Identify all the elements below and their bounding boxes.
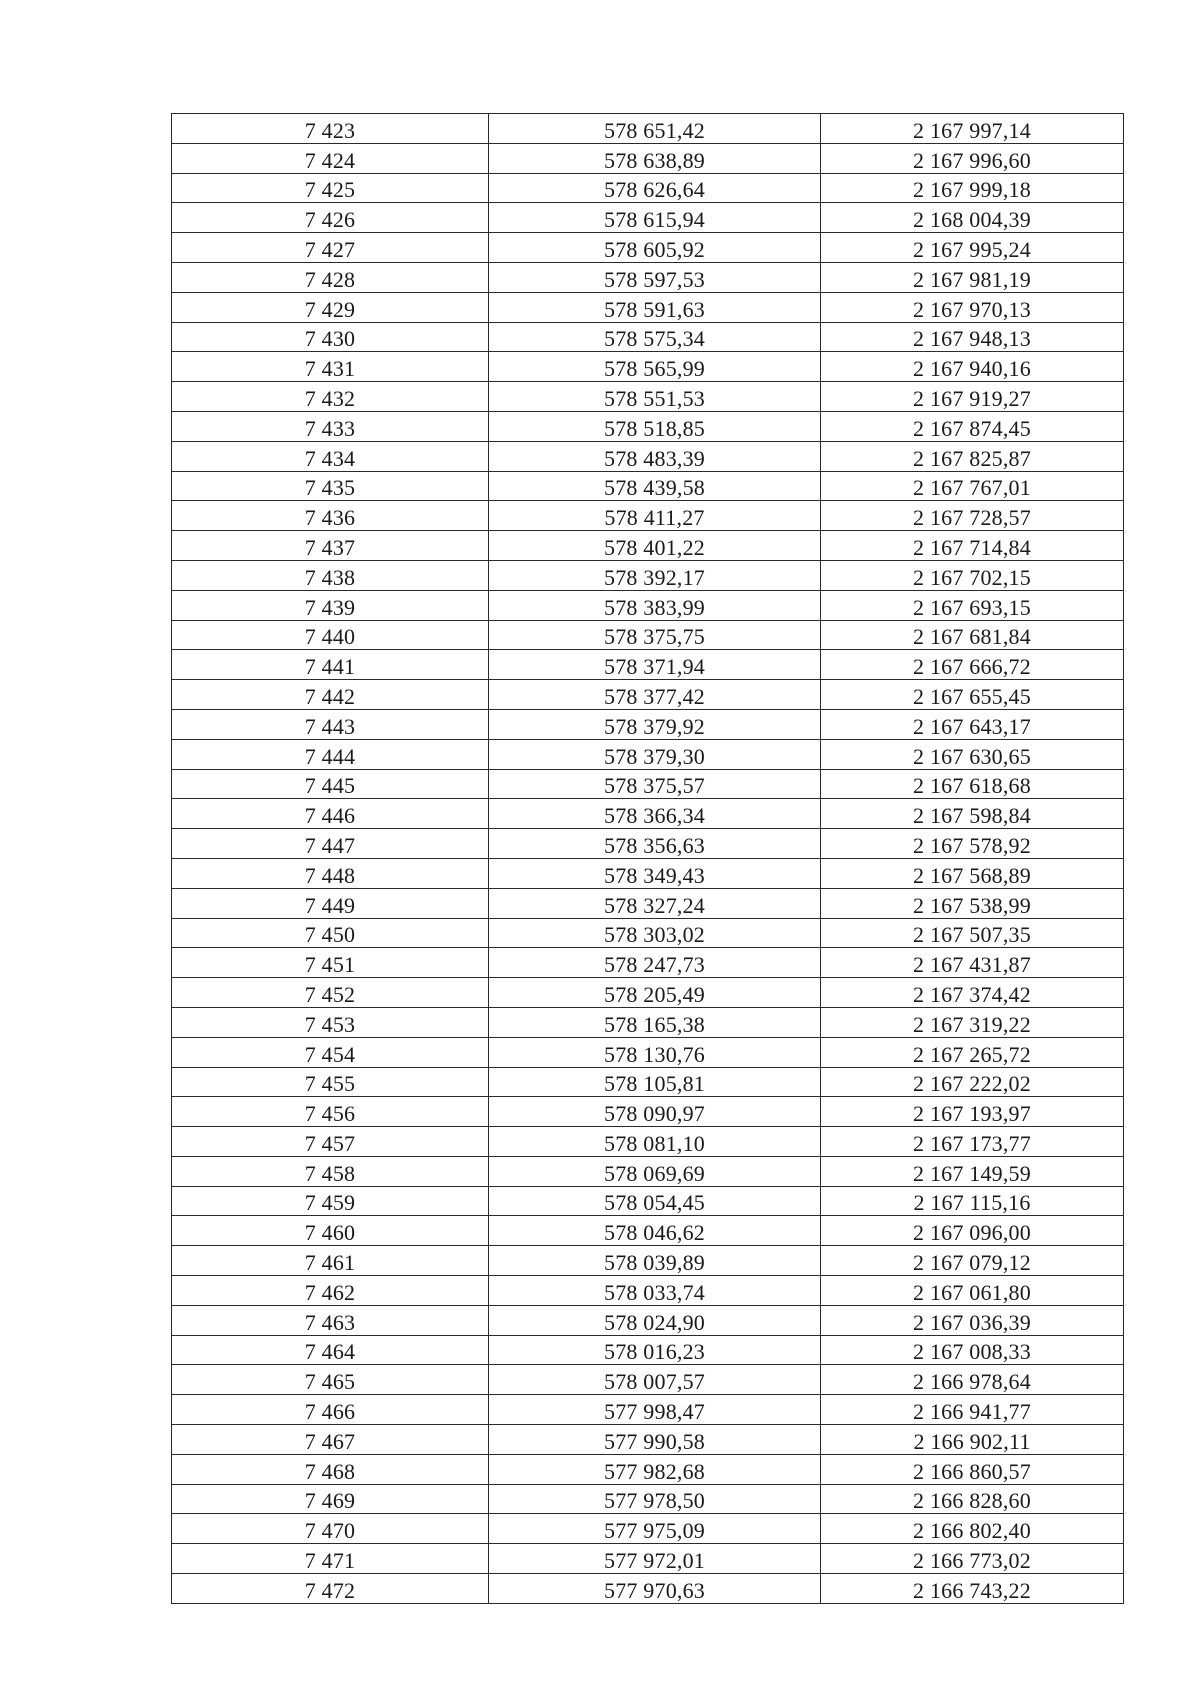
x-coordinate-cell: 578 597,53 [489, 262, 821, 292]
point-number-cell: 7 436 [172, 501, 489, 531]
point-number-cell: 7 458 [172, 1156, 489, 1186]
y-coordinate-cell: 2 167 714,84 [821, 531, 1124, 561]
y-coordinate-cell: 2 167 578,92 [821, 829, 1124, 859]
y-coordinate-cell: 2 167 568,89 [821, 858, 1124, 888]
table-row [172, 1574, 1124, 1604]
x-coordinate-cell: 578 605,92 [489, 233, 821, 263]
y-coordinate-cell: 2 167 948,13 [821, 322, 1124, 352]
y-coordinate-cell: 2 167 079,12 [821, 1246, 1124, 1276]
y-coordinate-cell: 2 166 828,60 [821, 1484, 1124, 1514]
table-row [172, 471, 1124, 501]
y-coordinate-cell: 2 166 902,11 [821, 1425, 1124, 1455]
point-number-cell: 7 450 [172, 918, 489, 948]
x-coordinate-cell: 577 970,63 [489, 1574, 821, 1604]
table-row [172, 1127, 1124, 1157]
table-row [172, 1007, 1124, 1037]
point-number-cell: 7 431 [172, 352, 489, 382]
point-number-cell: 7 442 [172, 680, 489, 710]
y-coordinate-cell: 2 166 802,40 [821, 1514, 1124, 1544]
point-number-cell: 7 428 [172, 262, 489, 292]
x-coordinate-cell: 578 054,45 [489, 1186, 821, 1216]
point-number-cell: 7 452 [172, 978, 489, 1008]
point-number-cell: 7 444 [172, 739, 489, 769]
point-number-cell: 7 443 [172, 709, 489, 739]
y-coordinate-cell: 2 167 940,16 [821, 352, 1124, 382]
x-coordinate-cell: 578 046,62 [489, 1216, 821, 1246]
y-coordinate-cell: 2 167 693,15 [821, 590, 1124, 620]
y-coordinate-cell: 2 167 666,72 [821, 650, 1124, 680]
point-number-cell: 7 463 [172, 1305, 489, 1335]
point-number-cell: 7 426 [172, 203, 489, 233]
x-coordinate-cell: 578 377,42 [489, 680, 821, 710]
point-number-cell: 7 451 [172, 948, 489, 978]
x-coordinate-cell: 578 327,24 [489, 888, 821, 918]
y-coordinate-cell: 2 167 008,33 [821, 1335, 1124, 1365]
table-row [172, 1276, 1124, 1306]
y-coordinate-cell: 2 167 767,01 [821, 471, 1124, 501]
table-row [172, 114, 1124, 144]
table-row [172, 769, 1124, 799]
point-number-cell: 7 453 [172, 1007, 489, 1037]
x-coordinate-cell: 578 551,53 [489, 382, 821, 412]
table-row [172, 1097, 1124, 1127]
table-row [172, 948, 1124, 978]
point-number-cell: 7 435 [172, 471, 489, 501]
y-coordinate-cell: 2 167 173,77 [821, 1127, 1124, 1157]
point-number-cell: 7 471 [172, 1544, 489, 1574]
x-coordinate-cell: 577 998,47 [489, 1395, 821, 1425]
table-row [172, 1067, 1124, 1097]
coordinates-table [171, 113, 1124, 1604]
y-coordinate-cell: 2 167 319,22 [821, 1007, 1124, 1037]
table-row [172, 709, 1124, 739]
x-coordinate-cell: 578 165,38 [489, 1007, 821, 1037]
y-coordinate-cell: 2 167 193,97 [821, 1097, 1124, 1127]
y-coordinate-cell: 2 167 431,87 [821, 948, 1124, 978]
x-coordinate-cell: 578 007,57 [489, 1365, 821, 1395]
y-coordinate-cell: 2 167 149,59 [821, 1156, 1124, 1186]
x-coordinate-cell: 578 401,22 [489, 531, 821, 561]
y-coordinate-cell: 2 167 061,80 [821, 1276, 1124, 1306]
point-number-cell: 7 459 [172, 1186, 489, 1216]
x-coordinate-cell: 578 366,34 [489, 799, 821, 829]
table-row [172, 531, 1124, 561]
table-row [172, 203, 1124, 233]
table-row [172, 560, 1124, 590]
point-number-cell: 7 465 [172, 1365, 489, 1395]
table-row [172, 501, 1124, 531]
table-row [172, 1156, 1124, 1186]
table-row [172, 441, 1124, 471]
x-coordinate-cell: 578 483,39 [489, 441, 821, 471]
x-coordinate-cell: 578 591,63 [489, 292, 821, 322]
y-coordinate-cell: 2 167 096,00 [821, 1216, 1124, 1246]
table-row [172, 680, 1124, 710]
x-coordinate-cell: 578 205,49 [489, 978, 821, 1008]
y-coordinate-cell: 2 167 655,45 [821, 680, 1124, 710]
point-number-cell: 7 429 [172, 292, 489, 322]
x-coordinate-cell: 578 383,99 [489, 590, 821, 620]
x-coordinate-cell: 578 379,30 [489, 739, 821, 769]
table-row [172, 1216, 1124, 1246]
x-coordinate-cell: 577 972,01 [489, 1544, 821, 1574]
point-number-cell: 7 470 [172, 1514, 489, 1544]
table-row [172, 1246, 1124, 1276]
y-coordinate-cell: 2 167 618,68 [821, 769, 1124, 799]
x-coordinate-cell: 578 375,75 [489, 620, 821, 650]
x-coordinate-cell: 578 371,94 [489, 650, 821, 680]
table-row [172, 650, 1124, 680]
point-number-cell: 7 449 [172, 888, 489, 918]
x-coordinate-cell: 578 638,89 [489, 143, 821, 173]
point-number-cell: 7 447 [172, 829, 489, 859]
table-row [172, 888, 1124, 918]
x-coordinate-cell: 577 990,58 [489, 1425, 821, 1455]
table-row [172, 1365, 1124, 1395]
point-number-cell: 7 440 [172, 620, 489, 650]
x-coordinate-cell: 578 411,27 [489, 501, 821, 531]
x-coordinate-cell: 578 039,89 [489, 1246, 821, 1276]
table-row [172, 1425, 1124, 1455]
table-row [172, 1186, 1124, 1216]
y-coordinate-cell: 2 166 773,02 [821, 1544, 1124, 1574]
point-number-cell: 7 466 [172, 1395, 489, 1425]
y-coordinate-cell: 2 166 978,64 [821, 1365, 1124, 1395]
x-coordinate-cell: 578 016,23 [489, 1335, 821, 1365]
table-row [172, 292, 1124, 322]
x-coordinate-cell: 578 081,10 [489, 1127, 821, 1157]
point-number-cell: 7 423 [172, 114, 489, 144]
table-row [172, 262, 1124, 292]
x-coordinate-cell: 578 565,99 [489, 352, 821, 382]
y-coordinate-cell: 2 167 265,72 [821, 1037, 1124, 1067]
point-number-cell: 7 445 [172, 769, 489, 799]
point-number-cell: 7 456 [172, 1097, 489, 1127]
y-coordinate-cell: 2 166 941,77 [821, 1395, 1124, 1425]
table-row [172, 173, 1124, 203]
x-coordinate-cell: 578 247,73 [489, 948, 821, 978]
x-coordinate-cell: 578 518,85 [489, 411, 821, 441]
point-number-cell: 7 454 [172, 1037, 489, 1067]
y-coordinate-cell: 2 167 981,19 [821, 262, 1124, 292]
table-row [172, 1037, 1124, 1067]
table-row [172, 918, 1124, 948]
table-row [172, 590, 1124, 620]
table-row [172, 411, 1124, 441]
y-coordinate-cell: 2 167 115,16 [821, 1186, 1124, 1216]
point-number-cell: 7 432 [172, 382, 489, 412]
x-coordinate-cell: 578 375,57 [489, 769, 821, 799]
point-number-cell: 7 437 [172, 531, 489, 561]
point-number-cell: 7 467 [172, 1425, 489, 1455]
x-coordinate-cell: 578 651,42 [489, 114, 821, 144]
table-row [172, 1395, 1124, 1425]
table-row [172, 829, 1124, 859]
y-coordinate-cell: 2 167 825,87 [821, 441, 1124, 471]
x-coordinate-cell: 578 130,76 [489, 1037, 821, 1067]
y-coordinate-cell: 2 167 598,84 [821, 799, 1124, 829]
y-coordinate-cell: 2 166 860,57 [821, 1454, 1124, 1484]
x-coordinate-cell: 578 090,97 [489, 1097, 821, 1127]
y-coordinate-cell: 2 167 995,24 [821, 233, 1124, 263]
y-coordinate-cell: 2 167 681,84 [821, 620, 1124, 650]
table-row [172, 1305, 1124, 1335]
point-number-cell: 7 446 [172, 799, 489, 829]
point-number-cell: 7 461 [172, 1246, 489, 1276]
y-coordinate-cell: 2 167 919,27 [821, 382, 1124, 412]
x-coordinate-cell: 578 575,34 [489, 322, 821, 352]
table-row [172, 1484, 1124, 1514]
y-coordinate-cell: 2 167 999,18 [821, 173, 1124, 203]
point-number-cell: 7 464 [172, 1335, 489, 1365]
point-number-cell: 7 468 [172, 1454, 489, 1484]
x-coordinate-cell: 578 379,92 [489, 709, 821, 739]
point-number-cell: 7 439 [172, 590, 489, 620]
x-coordinate-cell: 578 105,81 [489, 1067, 821, 1097]
y-coordinate-cell: 2 167 702,15 [821, 560, 1124, 590]
y-coordinate-cell: 2 167 728,57 [821, 501, 1124, 531]
point-number-cell: 7 425 [172, 173, 489, 203]
table-row [172, 620, 1124, 650]
point-number-cell: 7 469 [172, 1484, 489, 1514]
x-coordinate-cell: 578 626,64 [489, 173, 821, 203]
table-row [172, 799, 1124, 829]
x-coordinate-cell: 578 024,90 [489, 1305, 821, 1335]
table-row [172, 858, 1124, 888]
point-number-cell: 7 441 [172, 650, 489, 680]
point-number-cell: 7 448 [172, 858, 489, 888]
table-row [172, 978, 1124, 1008]
coordinates-table-body [172, 114, 1124, 1604]
y-coordinate-cell: 2 167 874,45 [821, 411, 1124, 441]
point-number-cell: 7 438 [172, 560, 489, 590]
y-coordinate-cell: 2 167 996,60 [821, 143, 1124, 173]
y-coordinate-cell: 2 168 004,39 [821, 203, 1124, 233]
x-coordinate-cell: 578 392,17 [489, 560, 821, 590]
point-number-cell: 7 434 [172, 441, 489, 471]
point-number-cell: 7 457 [172, 1127, 489, 1157]
table-row [172, 739, 1124, 769]
x-coordinate-cell: 578 349,43 [489, 858, 821, 888]
table-row [172, 143, 1124, 173]
y-coordinate-cell: 2 167 970,13 [821, 292, 1124, 322]
y-coordinate-cell: 2 167 374,42 [821, 978, 1124, 1008]
table-row [172, 1514, 1124, 1544]
y-coordinate-cell: 2 166 743,22 [821, 1574, 1124, 1604]
point-number-cell: 7 472 [172, 1574, 489, 1604]
table-row [172, 382, 1124, 412]
table-row [172, 352, 1124, 382]
x-coordinate-cell: 578 356,63 [489, 829, 821, 859]
x-coordinate-cell: 578 615,94 [489, 203, 821, 233]
point-number-cell: 7 430 [172, 322, 489, 352]
y-coordinate-cell: 2 167 222,02 [821, 1067, 1124, 1097]
point-number-cell: 7 427 [172, 233, 489, 263]
table-row [172, 1454, 1124, 1484]
y-coordinate-cell: 2 167 630,65 [821, 739, 1124, 769]
table-row [172, 322, 1124, 352]
table-row [172, 1335, 1124, 1365]
x-coordinate-cell: 578 439,58 [489, 471, 821, 501]
point-number-cell: 7 455 [172, 1067, 489, 1097]
x-coordinate-cell: 578 303,02 [489, 918, 821, 948]
x-coordinate-cell: 577 978,50 [489, 1484, 821, 1514]
y-coordinate-cell: 2 167 036,39 [821, 1305, 1124, 1335]
x-coordinate-cell: 578 069,69 [489, 1156, 821, 1186]
point-number-cell: 7 433 [172, 411, 489, 441]
y-coordinate-cell: 2 167 643,17 [821, 709, 1124, 739]
y-coordinate-cell: 2 167 538,99 [821, 888, 1124, 918]
x-coordinate-cell: 577 982,68 [489, 1454, 821, 1484]
table-row [172, 233, 1124, 263]
y-coordinate-cell: 2 167 507,35 [821, 918, 1124, 948]
point-number-cell: 7 460 [172, 1216, 489, 1246]
point-number-cell: 7 424 [172, 143, 489, 173]
table-row [172, 1544, 1124, 1574]
x-coordinate-cell: 578 033,74 [489, 1276, 821, 1306]
y-coordinate-cell: 2 167 997,14 [821, 114, 1124, 144]
x-coordinate-cell: 577 975,09 [489, 1514, 821, 1544]
point-number-cell: 7 462 [172, 1276, 489, 1306]
